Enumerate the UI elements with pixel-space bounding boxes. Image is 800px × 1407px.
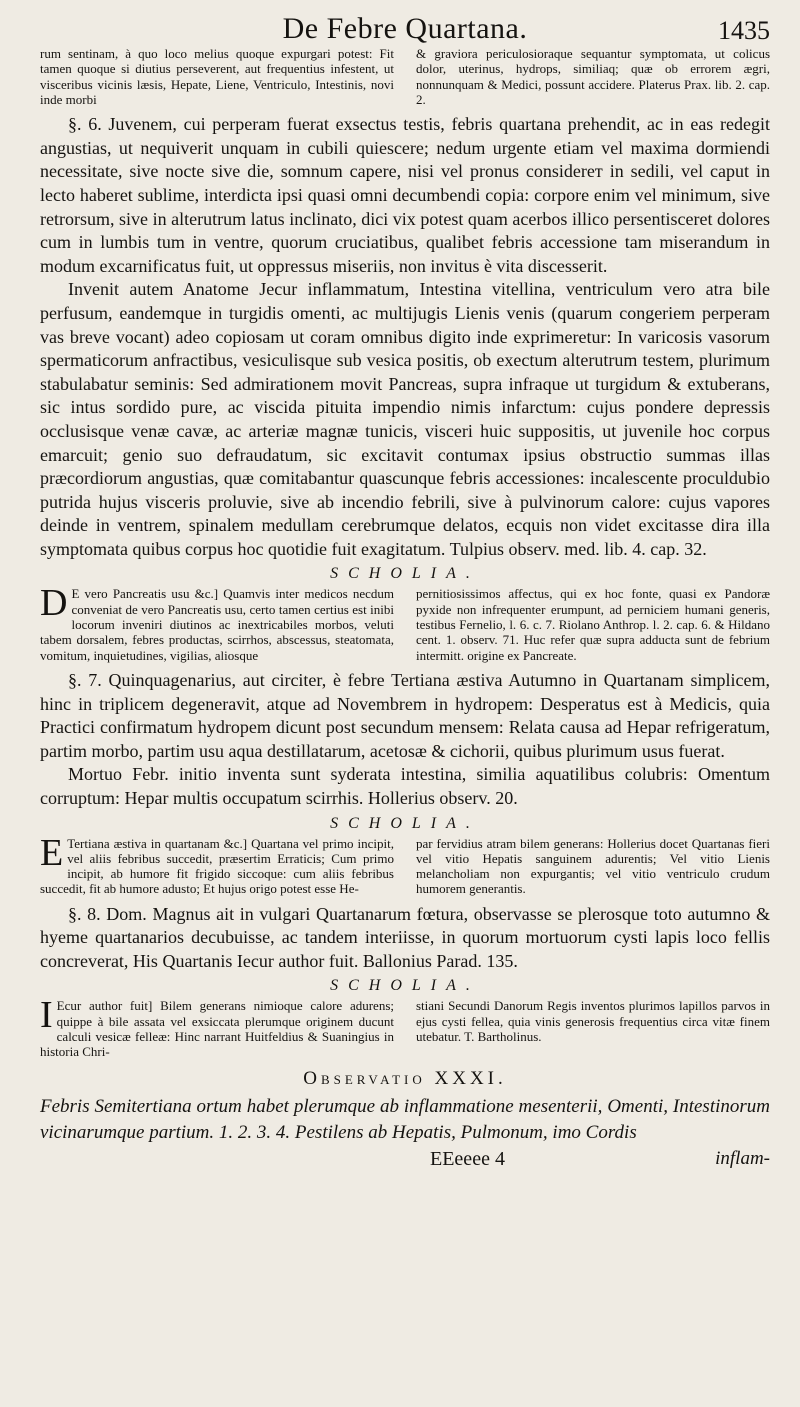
scholia-3-left [40,994,394,1060]
scholia-1-left [40,582,394,663]
scholia-1 [40,582,770,663]
section-6 [40,113,770,561]
signature-mark: EEeeee 4 [430,1147,505,1170]
drop-cap: E [40,831,64,874]
scholia-heading-3: SCHOLIA. [330,977,480,995]
section-7-paragraph-2: Mortuo Febr. initio inventa sunt syderata intestina, similia aquatilibus colubris: Omentum corruptum: Hepar multis occupatum scirrhis. Hollerius observ. 20. [40,764,770,808]
scholia-2-left [40,831,394,897]
scholia-heading-1: SCHOLIA. [330,565,480,583]
page-header [40,12,770,46]
scholia-1-right: pernitiosissimos affectus, qui ex hoc fonte, quasi ex Pandoræ pyxide non infrequenter erumpunt, ad perniciem humani generis, testibus Fernelio, l. 6. c. 7. Riolano Anthrop. l. 2. cap. 6. & Hildano cent. 1. observ. 71. Huc refer quæ supra adducta sunt de febrium intermitt. origine ex Pancreate. [416,586,770,663]
scholia-2-left-text: Tertiana æstiva in quartanam &c.] Quartana vel primo incipit, vel aliis febribus succedit, præsertim Erraticis; Cum primo incipit, ab humore fit frigido siccoque: cum aliis febribus succedit, fit ab humore adusto; Et hujus origo potest esse He- [40,835,394,897]
scholia-heading-2: SCHOLIA. [330,814,480,832]
section-8 [40,903,770,974]
scholia-2-right: par fervidius atram bilem generans: Hollerius docet Quartanas fieri vel vitio Hepatis sanguinem adurentis; Vel vitio Lienis melancholiam non expurgantis; vel vitio ventriculo crudum humorem generantis. [416,835,770,897]
scholia-3 [40,994,770,1060]
observation-summary: Febris Semitertiana ortum habet plerumque ab inflammatione mesenterii, Omenti, Intestinorum vicinarumque partium. 1. 2. 3. 4. Pestilens ab Hepatis, Pulmonum, imo Cordis [40,1095,770,1143]
top-right-column: & graviora periculosioraque sequantur symptomata, ut colicus dolor, uterinus, hydrops, similiaq; quæ ob errorem ægri, nonnunquam & Medici, possunt accidere. Platerus Prax. lib. 2. cap. 2. [416,46,770,107]
section-6-paragraph-1: §. 6. Juvenem, cui perperam fuerat exsectus testis, febris quartana prehendit, ac in eas redegit angustias, ut nequiverit unquam in cubili quiescere; nedum urgente etiam vel maxima dormiendi necessitate, sive nocte sive die, somnum capere, nisi vel pronus considerет in sedili, vel caput in lecto haberet sublime, interdicta ipsi quasi omni decumbendi copia: corpore enim vel minimum, sive retrorsum, sive in alterutrum latus inclinato, dici vix potest quam acerbos illico persentisceret dolores cum in lumbis tum in ventre, quorum cruciatibus, qualibet febris accessione tam miserandum in modum excarnificatus fuit, ut oppressus miseriis, non invitus è vita discesserit. [40,114,770,276]
top-columns [40,46,770,107]
running-title: De Febre Quartana. [282,12,528,45]
drop-cap: I [40,994,53,1037]
scholia-3-left-text: Ecur author fuit] Bilem generans nimioque calore adurens; quippe à bile assata vel exsiccata plerumque originem ducunt calculi vesicæ felleæ: Hinc narrant Huitfeldius & Suaningius in historia Chri- [40,998,394,1060]
drop-cap: D [40,582,68,625]
scholia-2 [40,831,770,897]
catchword: inflam- [715,1147,770,1169]
scholia-3-right: stiani Secundi Danorum Regis inventos plurimos lapillos parvos in ejus cysti fellea, quia vinis generosis frequentius circa vitæ finem utebatur. T. Bartholinus. [416,998,770,1045]
scholia-1-left-text: E vero Pancreatis usu &c.] Quamvis inter medicos necdum conveniat de vero Pancreatis usu, certo tamen certius est inibi locorum inveniri diutinos ac inextricabiles morbos, veluti tabem dorsalem, febres productas, scirrhos, abscessus, steatomata, vomitum, inquietudines, vigilias, aliosque [40,586,394,663]
page-number: 1435 [718,16,770,45]
page-footer [40,1148,770,1174]
section-7-paragraph-1: §. 7. Quinquagenarius, aut circiter, è febre Tertiana æstiva Autumno in Quartanam simplicem, hinc in triplicem degeneravit, atque ad Novembrem in hydropem: Desperatus est à Medicis, quia Practici confirmatum hydropem dicunt post secundum mensem: Relata causa ad Hepar refrigeratum, partim morbo, partim usu aqua destillatarum, acetosæ & cichorii, quibus plurimum usus fuerat. [40,669,770,761]
top-left-column: rum sentinam, à quo loco melius quoque expurgari potest: Fit tamen quoque si diutius perseverent, aut frequentius infestent, ut visceribus vicinis læsis, Hepate, Liene, Ventriculo, Intestinis, novi inde morbi [40,46,394,107]
observation-title: Observatio XXXI. [303,1067,507,1089]
section-7 [40,669,770,811]
section-6-paragraph-2: Invenit autem Anatome Jecur inflammatum, Intestina vitellina, ventriculum vero atra bile perfusum, eandemque in turgidis omenti, ac multijugis Lienis venis (quarum congeriem perperam vas breve vocant) adeo copiosam ut coram omnibus digito inde exprimeretur: In varicosis vasorum spermaticorum anfractibus, vesiculisque sub vesica positis, ob exectum alterutrum testem, plurimum stabulabatur seminis: Sed admirationem movit Pancreas, supra infraque ut turgidum & extuberans, sic intus sordido pure, ac viscida pituita impendio nimis infarctum: cujus pondere depressis occlusisque venæ cavæ, ac arteriæ magnæ tunicis, visceri huic suppositis, ut juvenile hoc corpus emarcuit; genio suo defraudatum, sic excitavit contumax ipsius obstructio summas illas præcordiorum angustias, quæ comitabantur quascunque febris accessiones: incalescente proculdubio putrida hujus visceris proluvie, sive ab incendio febrili, sive à pulvinorum calore: cujus vapores deinde in ventrem, spinalem medullam cerebrumque delatos, ecquis non videt excitasse dira illa symptomata quibus corpus hoc quotidie fuit exagitatum. Tulpius observ. med. lib. 4. cap. 32. [40,279,770,559]
section-8-paragraph-1: §. 8. Dom. Magnus ait in vulgari Quartanarum fœtura, observasse se plerosque toto autumno & hyeme quartanarios decubuisse, ac tandem interiisse, in quorum mortuorum cysti lapis loco fellis concreverat, His Quartanis Iecur author fuit. Ballonius Parad. 135. [40,903,770,971]
